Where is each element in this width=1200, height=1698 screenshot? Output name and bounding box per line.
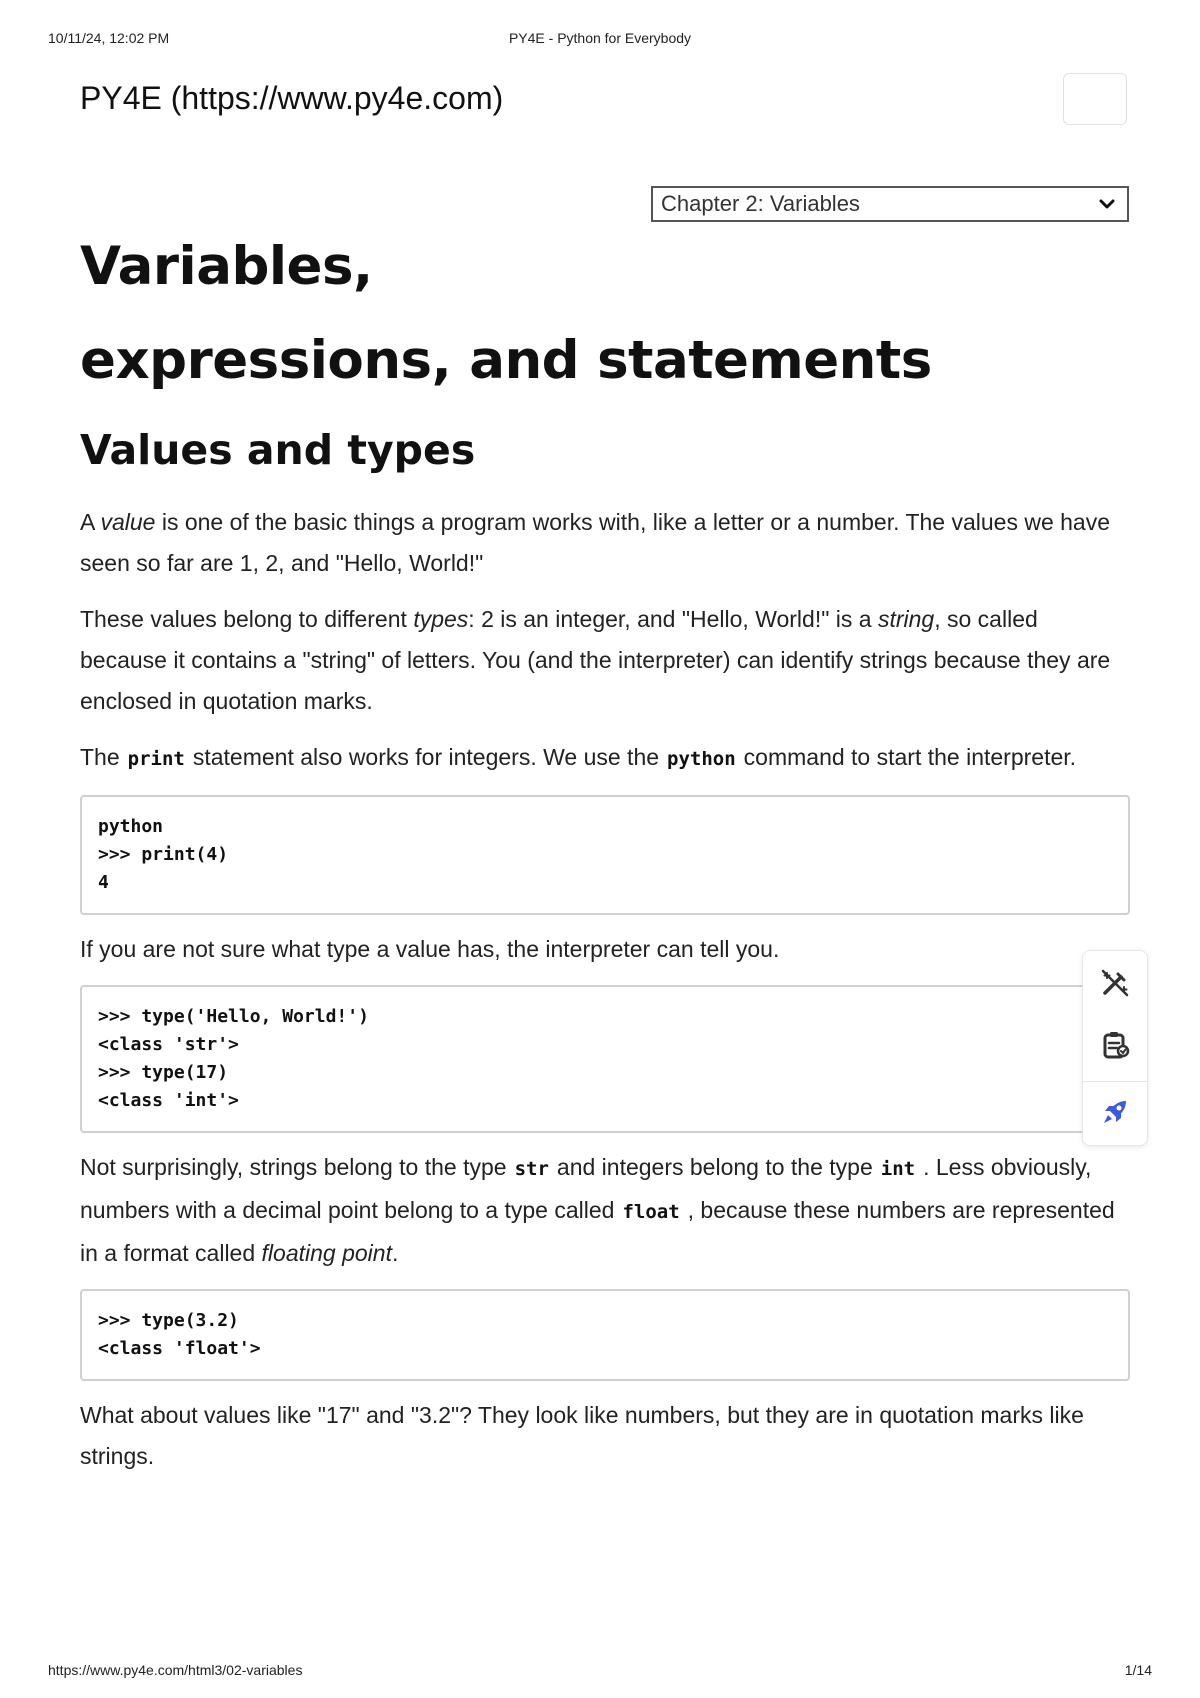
print-url: https://www.py4e.com/html3/02-variables: [48, 1662, 303, 1678]
clipboard-icon: [1099, 1029, 1131, 1061]
code-block-print: python >>> print(4) 4: [80, 795, 1130, 915]
text: , so called because it contains a "string" of letters. You (and the interpreter) can identify strings because they are enclosed in quotation marks.: [80, 606, 1111, 714]
text: : 2 is an integer, and "Hello, World!" is a: [468, 606, 878, 632]
menu-toggle-button[interactable]: [1063, 73, 1127, 125]
main-content: [80, 220, 1130, 1492]
text: . Less obviously, numbers with a decimal point belong to a type called: [80, 1154, 1092, 1223]
chapter-select[interactable]: [651, 186, 1129, 222]
code-block-float: >>> type(3.2) <class 'float'>: [80, 1289, 1130, 1381]
site-home-link[interactable]: PY4E (https://www.py4e.com): [80, 80, 504, 116]
paragraph-print-statement: [80, 737, 1130, 780]
text: A: [80, 509, 101, 535]
clipboard-button[interactable]: [1083, 1015, 1147, 1075]
emphasis: value: [100, 509, 156, 535]
chevron-down-icon: [1097, 194, 1117, 214]
text: is one of the basic things a program works with, like a letter or a number. The values we have seen so far are 1, 2, and "Hello, World!": [80, 509, 1111, 576]
print-page-title: PY4E - Python for Everybody: [508, 30, 692, 46]
chapter-select-value: Chapter 2: Variables: [661, 191, 860, 216]
text: The: [80, 744, 120, 770]
magic-wand-icon: [1099, 967, 1131, 999]
inline-code: python: [667, 748, 736, 770]
print-page-number: 1/14: [1124, 1662, 1152, 1678]
paragraph-quoted-numbers: What about values like "17" and "3.2"? They look like numbers, but they are in quotation marks like strings.: [80, 1402, 1084, 1469]
magic-wand-button[interactable]: [1083, 953, 1147, 1013]
paragraph-str-int-float: [80, 1147, 1130, 1274]
text: statement also works for integers. We use the: [192, 744, 660, 770]
rocket-icon: [1099, 1096, 1131, 1128]
page-title-line1: Variables,: [80, 236, 373, 297]
inline-code: str: [514, 1158, 549, 1180]
text: and integers belong to the type: [556, 1154, 873, 1180]
page-title: [80, 220, 1130, 408]
rocket-button[interactable]: [1083, 1081, 1147, 1142]
emphasis: types: [413, 606, 469, 632]
inline-code: int: [880, 1158, 916, 1180]
section-title: Values and types: [80, 426, 476, 474]
text: command to start the interpreter.: [743, 744, 1077, 770]
inline-code: float: [622, 1201, 680, 1223]
floating-toolbar: [1082, 950, 1148, 1146]
page-title-line2: expressions, and statements: [80, 330, 932, 391]
emphasis: string: [877, 606, 935, 632]
text: Not surprisingly, strings belong to the type: [80, 1154, 507, 1180]
print-header: [48, 30, 1152, 50]
print-datetime: 10/11/24, 12:02 PM: [48, 30, 170, 46]
code-block-type-examples: >>> type('Hello, World!') <class 'str'> >>> type(17) <class 'int'>: [80, 985, 1130, 1133]
emphasis: floating point: [261, 1240, 392, 1266]
paragraph-types: [80, 599, 1130, 722]
text: .: [391, 1240, 399, 1266]
print-footer: [48, 1662, 1152, 1682]
paragraph-type-intro: If you are not sure what type a value has, the interpreter can tell you.: [80, 936, 780, 962]
paragraph-value-definition: [80, 502, 1130, 584]
inline-code: print: [127, 748, 185, 770]
text: These values belong to different: [80, 606, 414, 632]
text: , because these numbers are represented in a format called: [80, 1197, 1115, 1266]
